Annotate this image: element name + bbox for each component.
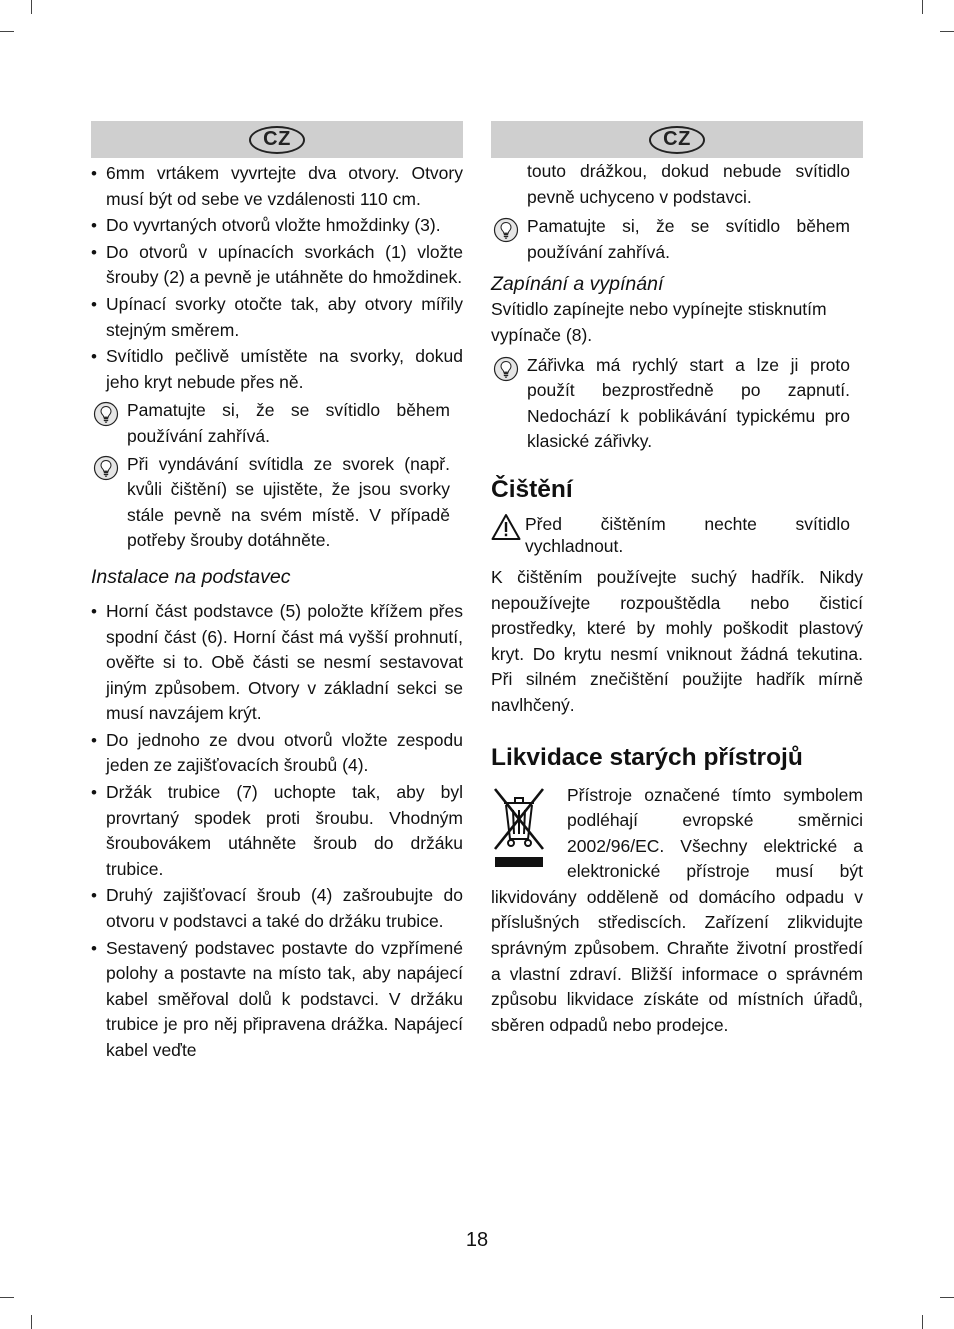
list-item: • Do jednoho ze dvou otvorů vložte zespodu jeden ze zajišťovacích šroubů (4). [91, 728, 463, 779]
crop-mark [922, 0, 923, 14]
lightbulb-icon [493, 356, 519, 382]
warning-note [491, 513, 863, 557]
switch-paragraph: Svítidlo zapínejte nebo vypínejte stisknutím vypínače (8). [491, 299, 827, 345]
crop-mark [0, 31, 14, 32]
hint-note [91, 452, 463, 554]
list-item: • Sestavený podstavec postavte do vzpřímené polohy a postavte na místo tak, aby napájecí kabel směřoval dolů k podstavci. V držáku trubice je pro něj připravena drážka. Napájecí kabel veďte [91, 936, 463, 1064]
hint-note [91, 398, 463, 449]
crossed-bin-icon [491, 783, 547, 869]
list-item: • Horní část podstavce (5) položte křížem přes spodní část (6). Horní část má vyšší prohnutí, ověřte si to. Obě části se nesmí sestavovat jiným způsobem. Otvory v základní sekci se musí navzájem krýt. [91, 599, 463, 727]
hint-note [491, 353, 863, 455]
lightbulb-icon [493, 217, 519, 243]
hint-text: Zářivka má rychlý start a lze ji proto použít bezprostředně po zapnutí. Nedochází k poblikávání typickému pro klasické zářivky. [527, 354, 850, 452]
crop-mark [31, 1315, 32, 1329]
subheading-on-off: Zapínání a vypínání [491, 273, 664, 296]
hint-text: Pamatujte si, že se svítidlo během používání zahřívá. [127, 400, 450, 446]
list-item: • Držák trubice (7) uchopte tak, aby byl provrtaný spodek proti šroubu. Vhodným šroubovákem utáhněte šroub do držáku trubice. [91, 780, 463, 882]
crop-mark [31, 0, 32, 14]
page-number: 18 [465, 1229, 489, 1251]
crop-mark [940, 31, 954, 32]
crop-mark [0, 1297, 14, 1298]
subheading-stand-install: Instalace na podstavec [91, 565, 291, 588]
hint-text: Pamatujte si, že se svítidlo během používání zahřívá. [527, 216, 850, 262]
left-column [91, 121, 463, 1065]
language-bar [491, 121, 863, 158]
hint-note [491, 214, 863, 265]
crop-mark [940, 1297, 954, 1298]
list-item: • 6mm vrtákem vyvrtejte dva otvory. Otvory musí být od sebe ve vzdálenosti 110 cm. [91, 161, 463, 212]
lightbulb-icon [93, 455, 119, 481]
cleaning-paragraph: K čištěním používejte suchý hadřík. Nikdy nepoužívejte rozpouštědla nebo čisticí prostředky, které by mohly poškodit plastový kryt. Do krytu nesmí vniknout žádná tekutina. Při silném znečištění použijte hadřík mírně navlhčený. [491, 566, 863, 715]
heading-cleaning: Čištění [491, 475, 573, 503]
right-column [491, 121, 863, 1038]
list-item: • Druhý zajišťovací šroub (4) zašroubujte do otvoru v podstavci a také do držáku trubice. [91, 883, 463, 934]
language-badge: CZ [649, 126, 705, 154]
stand-steps-list [91, 599, 463, 1064]
list-item: • Do vyvrtaných otvorů vložte hmoždinky (3). [91, 213, 463, 239]
warning-text: Před čištěním nechte svítidlo vychladnout. [525, 513, 850, 556]
crop-mark [922, 1315, 923, 1329]
mounting-steps-list [91, 161, 463, 395]
language-bar [91, 121, 463, 158]
list-item: • Do otvorů v upínacích svorkách (1) vložte šrouby (2) a pevně je utáhněte do hmoždinek. [91, 240, 463, 291]
list-item: • Svítidlo pečlivě umístěte na svorky, dokud jeho kryt nebude přes ně. [91, 344, 463, 395]
disposal-block [491, 783, 863, 1039]
lightbulb-icon [93, 401, 119, 427]
warning-triangle-icon [491, 513, 521, 541]
continued-paragraph: touto drážkou, dokud nebude svítidlo pevně uchyceno v podstavci. [527, 161, 850, 207]
language-badge: CZ [249, 126, 305, 154]
heading-disposal: Likvidace starých přístrojů [491, 743, 803, 771]
hint-text: Při vyndávání svítidla ze svorek (např. kvůli čištění) se ujistěte, že jsou svorky stále pevně na svém místě. V případě potřeby šrouby dotáhněte. [127, 453, 450, 551]
list-item: • Upínací svorky otočte tak, aby otvory mířily stejným směrem. [91, 292, 463, 343]
disposal-text: Přístroje označené tímto symbolem podléhají evropské směrnici 2002/96/EC. Všechny elektrické a elektronické přístroje musí být likvidovány odděleně od domácího odpadu v příslušných střediscích. Zařízení zlikvidujte správným způsobem. Chraňte životní prostředí a vlastní zdraví. Bližší informace o správném způsobu likvidace získáte od místních úřadů, sběren odpadů nebo prodejce. [491, 784, 863, 1035]
